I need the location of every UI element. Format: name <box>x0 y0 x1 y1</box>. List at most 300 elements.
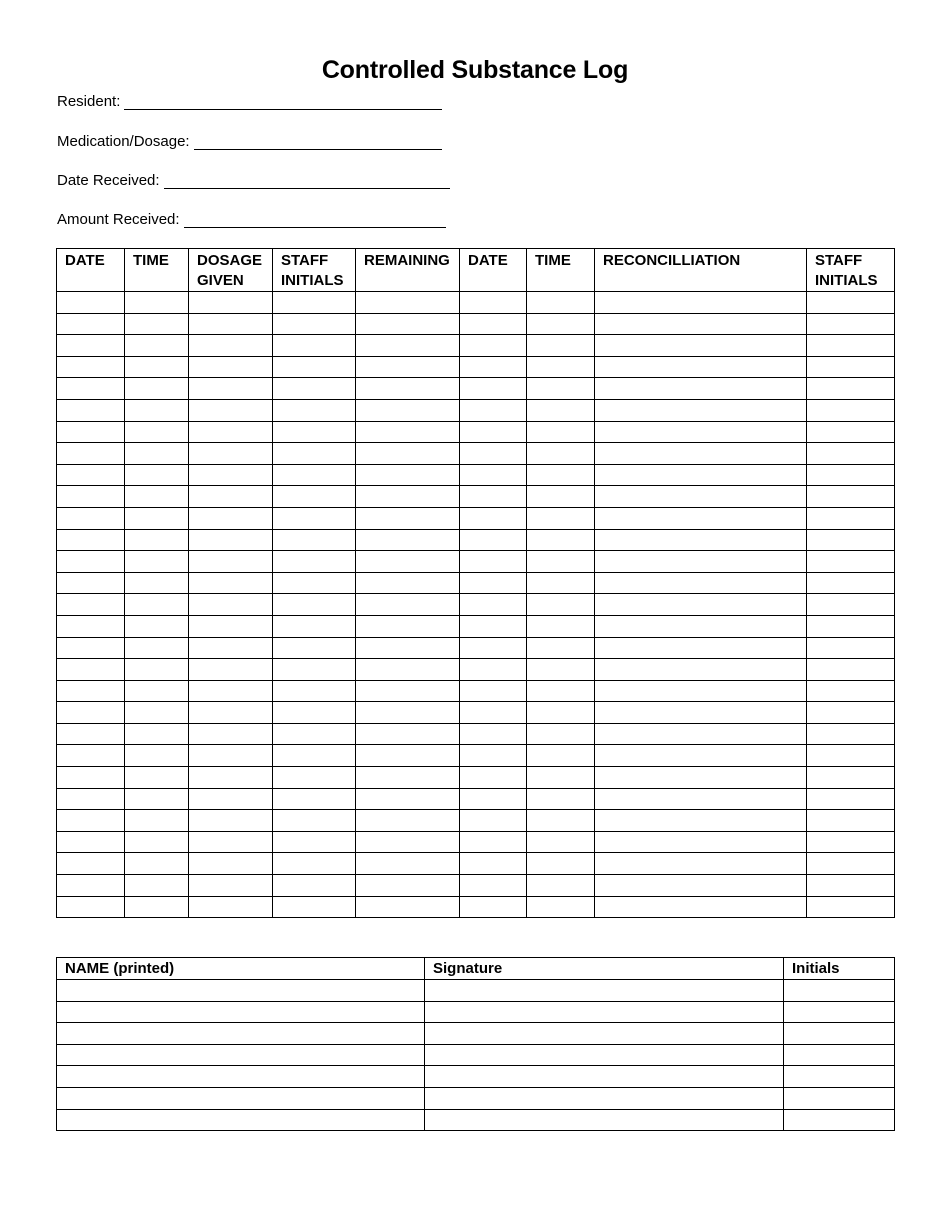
log-cell[interactable] <box>125 615 189 637</box>
log-cell[interactable] <box>273 659 356 681</box>
signature-cell[interactable] <box>57 1109 425 1131</box>
log-cell[interactable] <box>273 767 356 789</box>
log-cell[interactable] <box>189 443 273 465</box>
log-cell[interactable] <box>595 659 807 681</box>
log-cell[interactable] <box>527 443 595 465</box>
log-cell[interactable] <box>527 378 595 400</box>
log-cell[interactable] <box>125 421 189 443</box>
log-cell[interactable] <box>807 443 895 465</box>
log-cell[interactable] <box>527 594 595 616</box>
signature-cell[interactable] <box>784 1001 895 1023</box>
log-cell[interactable] <box>595 421 807 443</box>
log-cell[interactable] <box>527 399 595 421</box>
log-cell[interactable] <box>460 702 527 724</box>
log-cell[interactable] <box>189 551 273 573</box>
log-cell[interactable] <box>807 507 895 529</box>
log-cell[interactable] <box>57 399 125 421</box>
log-cell[interactable] <box>807 745 895 767</box>
log-cell[interactable] <box>273 702 356 724</box>
log-cell[interactable] <box>189 896 273 918</box>
log-cell[interactable] <box>356 788 460 810</box>
log-cell[interactable] <box>189 788 273 810</box>
signature-cell[interactable] <box>57 1066 425 1088</box>
log-cell[interactable] <box>125 486 189 508</box>
log-cell[interactable] <box>125 702 189 724</box>
log-cell[interactable] <box>356 572 460 594</box>
log-cell[interactable] <box>527 680 595 702</box>
log-cell[interactable] <box>595 464 807 486</box>
log-cell[interactable] <box>595 745 807 767</box>
header-staff-initials: STAFF INITIALS <box>273 249 356 292</box>
log-cell[interactable] <box>807 680 895 702</box>
log-cell[interactable] <box>125 637 189 659</box>
log-cell[interactable] <box>356 529 460 551</box>
log-cell[interactable] <box>125 292 189 314</box>
log-cell[interactable] <box>57 745 125 767</box>
log-cell[interactable] <box>807 615 895 637</box>
log-cell[interactable] <box>57 831 125 853</box>
log-cell[interactable] <box>189 659 273 681</box>
log-cell[interactable] <box>57 378 125 400</box>
log-cell[interactable] <box>273 810 356 832</box>
log-cell[interactable] <box>595 486 807 508</box>
log-cell[interactable] <box>527 464 595 486</box>
log-cell[interactable] <box>273 572 356 594</box>
log-cell[interactable] <box>356 875 460 897</box>
header-name-printed: NAME (printed) <box>57 958 425 980</box>
log-cell[interactable] <box>527 875 595 897</box>
log-cell[interactable] <box>807 421 895 443</box>
log-cell[interactable] <box>125 399 189 421</box>
log-cell[interactable] <box>273 292 356 314</box>
log-cell[interactable] <box>57 313 125 335</box>
log-cell[interactable] <box>460 551 527 573</box>
log-cell[interactable] <box>273 831 356 853</box>
log-cell[interactable] <box>595 399 807 421</box>
log-cell[interactable] <box>356 594 460 616</box>
log-cell[interactable] <box>595 615 807 637</box>
log-cell[interactable] <box>527 292 595 314</box>
log-cell[interactable] <box>595 378 807 400</box>
log-cell[interactable] <box>125 464 189 486</box>
date-received-input-line[interactable] <box>164 170 450 189</box>
signature-cell[interactable] <box>57 1001 425 1023</box>
log-cell[interactable] <box>527 659 595 681</box>
log-cell[interactable] <box>273 335 356 357</box>
signature-table-row <box>57 980 895 1002</box>
log-cell[interactable] <box>527 745 595 767</box>
log-cell[interactable] <box>125 896 189 918</box>
log-cell[interactable] <box>527 486 595 508</box>
log-table-row <box>57 810 895 832</box>
log-cell[interactable] <box>595 551 807 573</box>
log-table-row <box>57 637 895 659</box>
log-cell[interactable] <box>807 875 895 897</box>
log-cell[interactable] <box>57 702 125 724</box>
log-cell[interactable] <box>807 464 895 486</box>
log-cell[interactable] <box>356 421 460 443</box>
log-cell[interactable] <box>807 853 895 875</box>
log-cell[interactable] <box>595 637 807 659</box>
signature-cell[interactable] <box>57 980 425 1002</box>
log-table-row <box>57 292 895 314</box>
log-cell[interactable] <box>460 723 527 745</box>
log-cell[interactable] <box>273 464 356 486</box>
log-cell[interactable] <box>595 292 807 314</box>
log-cell[interactable] <box>57 529 125 551</box>
log-cell[interactable] <box>460 443 527 465</box>
signature-cell[interactable] <box>425 1044 784 1066</box>
log-cell[interactable] <box>595 594 807 616</box>
log-cell[interactable] <box>125 335 189 357</box>
log-cell[interactable] <box>356 745 460 767</box>
log-cell[interactable] <box>527 896 595 918</box>
log-table-row <box>57 399 895 421</box>
log-cell[interactable] <box>189 292 273 314</box>
log-cell[interactable] <box>189 875 273 897</box>
log-cell[interactable] <box>595 788 807 810</box>
log-cell[interactable] <box>807 767 895 789</box>
log-cell[interactable] <box>807 313 895 335</box>
log-cell[interactable] <box>189 399 273 421</box>
resident-input-line[interactable] <box>124 91 442 110</box>
log-cell[interactable] <box>57 853 125 875</box>
log-cell[interactable] <box>460 594 527 616</box>
log-cell[interactable] <box>527 788 595 810</box>
log-cell[interactable] <box>807 659 895 681</box>
log-cell[interactable] <box>273 313 356 335</box>
log-cell[interactable] <box>273 551 356 573</box>
log-cell[interactable] <box>125 551 189 573</box>
log-cell[interactable] <box>460 486 527 508</box>
log-cell[interactable] <box>273 875 356 897</box>
log-cell[interactable] <box>527 831 595 853</box>
log-cell[interactable] <box>189 356 273 378</box>
signature-cell[interactable] <box>425 1066 784 1088</box>
log-cell[interactable] <box>273 421 356 443</box>
log-cell[interactable] <box>356 399 460 421</box>
signature-cell[interactable] <box>784 980 895 1002</box>
log-cell[interactable] <box>125 680 189 702</box>
log-cell[interactable] <box>356 723 460 745</box>
log-cell[interactable] <box>189 507 273 529</box>
log-cell[interactable] <box>356 680 460 702</box>
log-cell[interactable] <box>57 551 125 573</box>
log-cell[interactable] <box>273 745 356 767</box>
log-cell[interactable] <box>57 767 125 789</box>
log-cell[interactable] <box>57 464 125 486</box>
log-cell[interactable] <box>527 356 595 378</box>
log-cell[interactable] <box>273 529 356 551</box>
log-cell[interactable] <box>460 810 527 832</box>
signature-cell[interactable] <box>425 1109 784 1131</box>
log-cell[interactable] <box>807 399 895 421</box>
log-cell[interactable] <box>460 615 527 637</box>
log-cell[interactable] <box>189 637 273 659</box>
log-cell[interactable] <box>807 529 895 551</box>
signature-cell[interactable] <box>784 1023 895 1045</box>
log-cell[interactable] <box>189 529 273 551</box>
log-cell[interactable] <box>460 680 527 702</box>
log-cell[interactable] <box>807 788 895 810</box>
log-cell[interactable] <box>356 810 460 832</box>
log-cell[interactable] <box>595 507 807 529</box>
log-cell[interactable] <box>189 335 273 357</box>
log-cell[interactable] <box>189 378 273 400</box>
log-cell[interactable] <box>807 723 895 745</box>
log-cell[interactable] <box>527 637 595 659</box>
log-cell[interactable] <box>460 767 527 789</box>
log-cell[interactable] <box>527 421 595 443</box>
log-cell[interactable] <box>57 335 125 357</box>
log-cell[interactable] <box>595 356 807 378</box>
signature-cell[interactable] <box>57 1023 425 1045</box>
log-cell[interactable] <box>356 853 460 875</box>
log-cell[interactable] <box>125 853 189 875</box>
log-cell[interactable] <box>57 875 125 897</box>
log-cell[interactable] <box>273 507 356 529</box>
log-cell[interactable] <box>527 853 595 875</box>
log-cell[interactable] <box>125 659 189 681</box>
signature-header-row <box>57 958 895 980</box>
log-cell[interactable] <box>460 788 527 810</box>
log-cell[interactable] <box>807 896 895 918</box>
log-cell[interactable] <box>189 810 273 832</box>
log-cell[interactable] <box>356 896 460 918</box>
log-cell[interactable] <box>125 356 189 378</box>
log-cell[interactable] <box>57 572 125 594</box>
signature-cell[interactable] <box>784 1087 895 1109</box>
log-cell[interactable] <box>595 810 807 832</box>
log-cell[interactable] <box>356 659 460 681</box>
log-cell[interactable] <box>356 313 460 335</box>
log-cell[interactable] <box>189 572 273 594</box>
log-cell[interactable] <box>527 313 595 335</box>
log-cell[interactable] <box>273 378 356 400</box>
log-cell[interactable] <box>189 486 273 508</box>
log-cell[interactable] <box>189 767 273 789</box>
log-cell[interactable] <box>460 313 527 335</box>
log-table-row <box>57 572 895 594</box>
log-cell[interactable] <box>527 723 595 745</box>
log-cell[interactable] <box>807 637 895 659</box>
log-cell[interactable] <box>595 853 807 875</box>
log-cell[interactable] <box>356 767 460 789</box>
log-cell[interactable] <box>460 853 527 875</box>
log-cell[interactable] <box>273 723 356 745</box>
log-cell[interactable] <box>125 594 189 616</box>
log-cell[interactable] <box>460 399 527 421</box>
log-cell[interactable] <box>273 615 356 637</box>
signature-cell[interactable] <box>57 1087 425 1109</box>
log-cell[interactable] <box>527 572 595 594</box>
log-cell[interactable] <box>527 529 595 551</box>
signature-cell[interactable] <box>784 1044 895 1066</box>
log-cell[interactable] <box>460 745 527 767</box>
log-cell[interactable] <box>460 875 527 897</box>
log-cell[interactable] <box>595 313 807 335</box>
log-cell[interactable] <box>273 896 356 918</box>
log-cell[interactable] <box>57 723 125 745</box>
log-cell[interactable] <box>807 572 895 594</box>
medication-input-line[interactable] <box>194 131 442 150</box>
signature-cell[interactable] <box>425 1023 784 1045</box>
log-cell[interactable] <box>807 551 895 573</box>
log-cell[interactable] <box>189 313 273 335</box>
log-cell[interactable] <box>356 702 460 724</box>
log-cell[interactable] <box>57 680 125 702</box>
log-cell[interactable] <box>527 615 595 637</box>
log-cell[interactable] <box>125 788 189 810</box>
log-cell[interactable] <box>807 702 895 724</box>
log-cell[interactable] <box>273 399 356 421</box>
signature-cell[interactable] <box>784 1109 895 1131</box>
log-cell[interactable] <box>595 572 807 594</box>
log-cell[interactable] <box>356 486 460 508</box>
log-cell[interactable] <box>273 788 356 810</box>
log-cell[interactable] <box>527 335 595 357</box>
log-cell[interactable] <box>57 810 125 832</box>
log-cell[interactable] <box>595 335 807 357</box>
log-cell[interactable] <box>527 702 595 724</box>
log-cell[interactable] <box>807 378 895 400</box>
log-table-row <box>57 443 895 465</box>
log-cell[interactable] <box>356 615 460 637</box>
log-cell[interactable] <box>189 680 273 702</box>
log-cell[interactable] <box>460 378 527 400</box>
log-cell[interactable] <box>57 594 125 616</box>
log-cell[interactable] <box>595 702 807 724</box>
log-cell[interactable] <box>356 637 460 659</box>
log-cell[interactable] <box>273 356 356 378</box>
log-cell[interactable] <box>273 637 356 659</box>
log-cell[interactable] <box>356 464 460 486</box>
log-cell[interactable] <box>460 896 527 918</box>
log-cell[interactable] <box>189 421 273 443</box>
log-cell[interactable] <box>460 335 527 357</box>
log-table <box>56 248 895 918</box>
log-cell[interactable] <box>527 810 595 832</box>
log-cell[interactable] <box>356 507 460 529</box>
log-cell[interactable] <box>273 594 356 616</box>
log-cell[interactable] <box>595 529 807 551</box>
log-cell[interactable] <box>189 594 273 616</box>
log-cell[interactable] <box>57 443 125 465</box>
log-cell[interactable] <box>460 464 527 486</box>
log-cell[interactable] <box>125 572 189 594</box>
log-cell[interactable] <box>57 292 125 314</box>
log-cell[interactable] <box>356 356 460 378</box>
log-cell[interactable] <box>460 421 527 443</box>
signature-cell[interactable] <box>425 1087 784 1109</box>
log-cell[interactable] <box>189 831 273 853</box>
amount-received-input-line[interactable] <box>184 209 446 228</box>
log-cell[interactable] <box>595 680 807 702</box>
resident-field <box>57 88 442 110</box>
log-cell[interactable] <box>125 507 189 529</box>
log-cell[interactable] <box>460 356 527 378</box>
log-cell[interactable] <box>189 464 273 486</box>
log-cell[interactable] <box>57 896 125 918</box>
log-cell[interactable] <box>460 292 527 314</box>
log-cell[interactable] <box>460 507 527 529</box>
log-cell[interactable] <box>189 702 273 724</box>
log-cell[interactable] <box>125 745 189 767</box>
log-cell[interactable] <box>273 486 356 508</box>
log-cell[interactable] <box>125 810 189 832</box>
log-cell[interactable] <box>57 659 125 681</box>
log-cell[interactable] <box>125 378 189 400</box>
log-cell[interactable] <box>527 767 595 789</box>
log-cell[interactable] <box>189 723 273 745</box>
log-cell[interactable] <box>807 486 895 508</box>
log-cell[interactable] <box>189 615 273 637</box>
log-cell[interactable] <box>356 335 460 357</box>
log-cell[interactable] <box>356 831 460 853</box>
log-cell[interactable] <box>125 529 189 551</box>
signature-cell[interactable] <box>425 1001 784 1023</box>
log-cell[interactable] <box>125 443 189 465</box>
log-cell[interactable] <box>527 507 595 529</box>
log-table-row <box>57 831 895 853</box>
log-cell[interactable] <box>595 723 807 745</box>
log-cell[interactable] <box>595 443 807 465</box>
log-cell[interactable] <box>125 723 189 745</box>
log-cell[interactable] <box>57 507 125 529</box>
log-cell[interactable] <box>807 831 895 853</box>
log-cell[interactable] <box>595 875 807 897</box>
log-cell[interactable] <box>460 572 527 594</box>
signature-cell[interactable] <box>784 1066 895 1088</box>
signature-cell[interactable] <box>57 1044 425 1066</box>
log-cell[interactable] <box>57 421 125 443</box>
log-cell[interactable] <box>125 831 189 853</box>
log-cell[interactable] <box>460 659 527 681</box>
log-cell[interactable] <box>356 378 460 400</box>
log-cell[interactable] <box>57 788 125 810</box>
log-cell[interactable] <box>125 767 189 789</box>
log-cell[interactable] <box>460 637 527 659</box>
log-cell[interactable] <box>273 443 356 465</box>
log-cell[interactable] <box>57 486 125 508</box>
log-cell[interactable] <box>595 896 807 918</box>
log-cell[interactable] <box>57 637 125 659</box>
log-cell[interactable] <box>356 292 460 314</box>
log-cell[interactable] <box>189 745 273 767</box>
log-cell[interactable] <box>125 313 189 335</box>
log-cell[interactable] <box>807 335 895 357</box>
log-cell[interactable] <box>807 810 895 832</box>
log-table-row <box>57 767 895 789</box>
log-cell[interactable] <box>807 356 895 378</box>
log-cell[interactable] <box>527 551 595 573</box>
log-cell[interactable] <box>807 292 895 314</box>
log-cell[interactable] <box>595 767 807 789</box>
log-cell[interactable] <box>595 831 807 853</box>
log-cell[interactable] <box>356 443 460 465</box>
log-cell[interactable] <box>273 853 356 875</box>
log-cell[interactable] <box>356 551 460 573</box>
log-cell[interactable] <box>57 615 125 637</box>
log-cell[interactable] <box>807 594 895 616</box>
log-cell[interactable] <box>273 680 356 702</box>
log-cell[interactable] <box>57 356 125 378</box>
log-cell[interactable] <box>125 875 189 897</box>
log-cell[interactable] <box>189 853 273 875</box>
log-cell[interactable] <box>460 831 527 853</box>
signature-cell[interactable] <box>425 980 784 1002</box>
log-cell[interactable] <box>460 529 527 551</box>
